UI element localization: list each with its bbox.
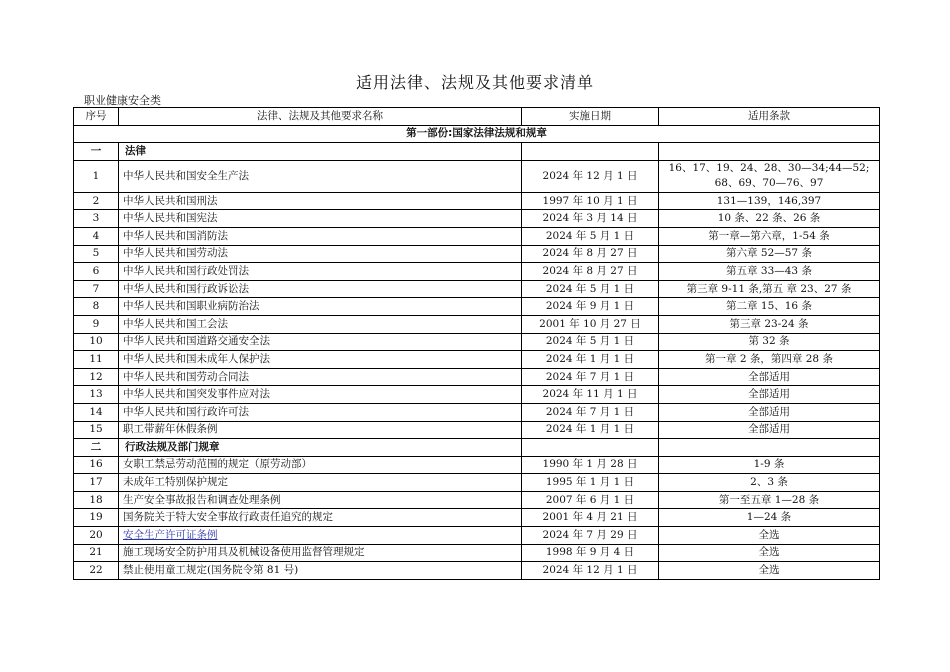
regulation-name: 生产安全事故报告和调查处理条例 <box>119 491 522 509</box>
applicable-clauses: 第一章 2 条，第四章 28 条 <box>659 351 880 369</box>
table-header-row <box>74 108 880 126</box>
applicable-clauses: 全选 <box>659 544 880 562</box>
regulation-name: 女职工禁忌劳动范围的规定（原劳动部） <box>119 456 522 474</box>
applicable-clauses: 第三章 9-11 条,第五 章 23、27 条 <box>659 280 880 298</box>
regulation-name: 中华人民共和国安全生产法 <box>119 160 522 192</box>
applicable-clauses: 第 32 条 <box>659 333 880 351</box>
regulation-name: 未成年工特别保护规定 <box>119 474 522 492</box>
table-row <box>74 474 880 492</box>
effective-date: 2024 年 12 月 1 日 <box>522 160 659 192</box>
effective-date: 2024 年 7 月 1 日 <box>522 368 659 386</box>
applicable-clauses: 10 条、22 条、26 条 <box>659 210 880 228</box>
table-row <box>74 403 880 421</box>
table-row <box>74 527 880 545</box>
section-number: 一 <box>74 143 119 161</box>
row-number: 14 <box>74 403 119 421</box>
effective-date: 2024 年 7 月 29 日 <box>522 527 659 545</box>
applicable-clauses: 全选 <box>659 527 880 545</box>
effective-date: 1997 年 10 月 1 日 <box>522 192 659 210</box>
row-number: 5 <box>74 245 119 263</box>
header-clauses: 适用条款 <box>659 108 880 126</box>
row-number: 13 <box>74 386 119 404</box>
row-number: 22 <box>74 562 119 580</box>
table-row <box>74 263 880 281</box>
regulation-name: 中华人民共和国职业病防治法 <box>119 298 522 316</box>
row-number: 19 <box>74 509 119 527</box>
table-row <box>74 368 880 386</box>
effective-date: 2024 年 8 月 27 日 <box>522 245 659 263</box>
effective-date: 2024 年 9 月 1 日 <box>522 298 659 316</box>
row-number: 7 <box>74 280 119 298</box>
row-number: 20 <box>74 527 119 545</box>
effective-date: 2007 年 6 月 1 日 <box>522 491 659 509</box>
effective-date: 2024 年 11 月 1 日 <box>522 386 659 404</box>
table-row <box>74 298 880 316</box>
regulation-name: 职工带薪年休假条例 <box>119 421 522 439</box>
effective-date: 1995 年 1 月 1 日 <box>522 474 659 492</box>
table-row <box>74 456 880 474</box>
regulation-link[interactable]: 安全生产许可证条例 <box>119 527 522 545</box>
table-row <box>74 509 880 527</box>
row-number: 17 <box>74 474 119 492</box>
applicable-clauses: 第一至五章 1—28 条 <box>659 491 880 509</box>
row-number: 11 <box>74 351 119 369</box>
row-number: 9 <box>74 315 119 333</box>
regulation-name: 国务院关于特大安全事故行政责任追究的规定 <box>119 509 522 527</box>
effective-date: 2024 年 8 月 27 日 <box>522 263 659 281</box>
regulation-name: 中华人民共和国行政许可法 <box>119 403 522 421</box>
effective-date: 2024 年 3 月 14 日 <box>522 210 659 228</box>
applicable-clauses: 2、3 条 <box>659 474 880 492</box>
row-number: 16 <box>74 456 119 474</box>
row-number: 6 <box>74 263 119 281</box>
effective-date: 2024 年 5 月 1 日 <box>522 227 659 245</box>
applicable-clauses: 第五章 33—43 条 <box>659 263 880 281</box>
applicable-clauses: 1-9 条 <box>659 456 880 474</box>
header-no: 序号 <box>74 108 119 126</box>
applicable-clauses: 全部适用 <box>659 403 880 421</box>
table-row <box>74 160 880 192</box>
row-number: 1 <box>74 160 119 192</box>
effective-date: 2024 年 7 月 1 日 <box>522 403 659 421</box>
regulation-name: 中华人民共和国工会法 <box>119 315 522 333</box>
regulation-name: 中华人民共和国行政处罚法 <box>119 263 522 281</box>
regulation-name: 中华人民共和国突发事件应对法 <box>119 386 522 404</box>
row-number: 21 <box>74 544 119 562</box>
table-row <box>74 227 880 245</box>
part-title-row <box>74 125 880 143</box>
effective-date: 2024 年 5 月 1 日 <box>522 333 659 351</box>
effective-date: 2024 年 5 月 1 日 <box>522 280 659 298</box>
section-title: 法律 <box>119 143 522 161</box>
applicable-clauses: 1—24 条 <box>659 509 880 527</box>
regulation-name: 中华人民共和国消防法 <box>119 227 522 245</box>
regulation-name: 中华人民共和国道路交通安全法 <box>119 333 522 351</box>
regulation-name: 中华人民共和国劳动合同法 <box>119 368 522 386</box>
table-row <box>74 210 880 228</box>
row-number: 8 <box>74 298 119 316</box>
category-label: 职业健康安全类 <box>84 94 161 107</box>
header-name: 法律、法规及其他要求名称 <box>119 108 522 126</box>
section-row <box>74 439 880 457</box>
table-row <box>74 351 880 369</box>
row-number: 18 <box>74 491 119 509</box>
applicable-clauses: 第三章 23-24 条 <box>659 315 880 333</box>
table-row <box>74 421 880 439</box>
applicable-clauses: 第六章 52—57 条 <box>659 245 880 263</box>
table-row <box>74 315 880 333</box>
empty-cell <box>659 439 880 457</box>
applicable-clauses: 全部适用 <box>659 386 880 404</box>
section-title: 行政法规及部门规章 <box>119 439 522 457</box>
effective-date: 2024 年 12 月 1 日 <box>522 562 659 580</box>
regulation-name: 中华人民共和国劳动法 <box>119 245 522 263</box>
header-date: 实施日期 <box>522 108 659 126</box>
row-number: 4 <box>74 227 119 245</box>
regulations-table <box>73 107 880 580</box>
applicable-clauses: 16、17、19、24、28、30—34;44—52; 68、69、70—76、97 <box>659 160 880 192</box>
applicable-clauses: 131—139，146,397 <box>659 192 880 210</box>
row-number: 2 <box>74 192 119 210</box>
applicable-clauses: 全部适用 <box>659 421 880 439</box>
effective-date: 2001 年 4 月 21 日 <box>522 509 659 527</box>
regulation-name: 中华人民共和国刑法 <box>119 192 522 210</box>
effective-date: 1998 年 9 月 4 日 <box>522 544 659 562</box>
row-number: 12 <box>74 368 119 386</box>
regulation-name: 中华人民共和国行政诉讼法 <box>119 280 522 298</box>
table-row <box>74 491 880 509</box>
applicable-clauses: 全选 <box>659 562 880 580</box>
part-title: 第一部份:国家法律法规和规章 <box>74 125 880 143</box>
regulation-name: 禁止使用童工规定(国务院令第 81 号) <box>119 562 522 580</box>
table-row <box>74 386 880 404</box>
applicable-clauses: 第一章—第六章，1-54 条 <box>659 227 880 245</box>
effective-date: 2001 年 10 月 27 日 <box>522 315 659 333</box>
applicable-clauses: 全部适用 <box>659 368 880 386</box>
section-row <box>74 143 880 161</box>
empty-cell <box>522 143 659 161</box>
table-row <box>74 562 880 580</box>
regulation-name: 施工现场安全防护用具及机械设备使用监督管理规定 <box>119 544 522 562</box>
effective-date: 2024 年 1 月 1 日 <box>522 351 659 369</box>
section-number: 二 <box>74 439 119 457</box>
table-row <box>74 245 880 263</box>
row-number: 15 <box>74 421 119 439</box>
table-row <box>74 544 880 562</box>
row-number: 10 <box>74 333 119 351</box>
regulation-name: 中华人民共和国宪法 <box>119 210 522 228</box>
applicable-clauses: 第二章 15、16 条 <box>659 298 880 316</box>
effective-date: 2024 年 1 月 1 日 <box>522 421 659 439</box>
table-row <box>74 192 880 210</box>
row-number: 3 <box>74 210 119 228</box>
table-row <box>74 280 880 298</box>
empty-cell <box>659 143 880 161</box>
effective-date: 1990 年 1 月 28 日 <box>522 456 659 474</box>
document-title: 适用法律、法规及其他要求清单 <box>355 73 594 92</box>
regulation-name: 中华人民共和国未成年人保护法 <box>119 351 522 369</box>
empty-cell <box>522 439 659 457</box>
table-row <box>74 333 880 351</box>
